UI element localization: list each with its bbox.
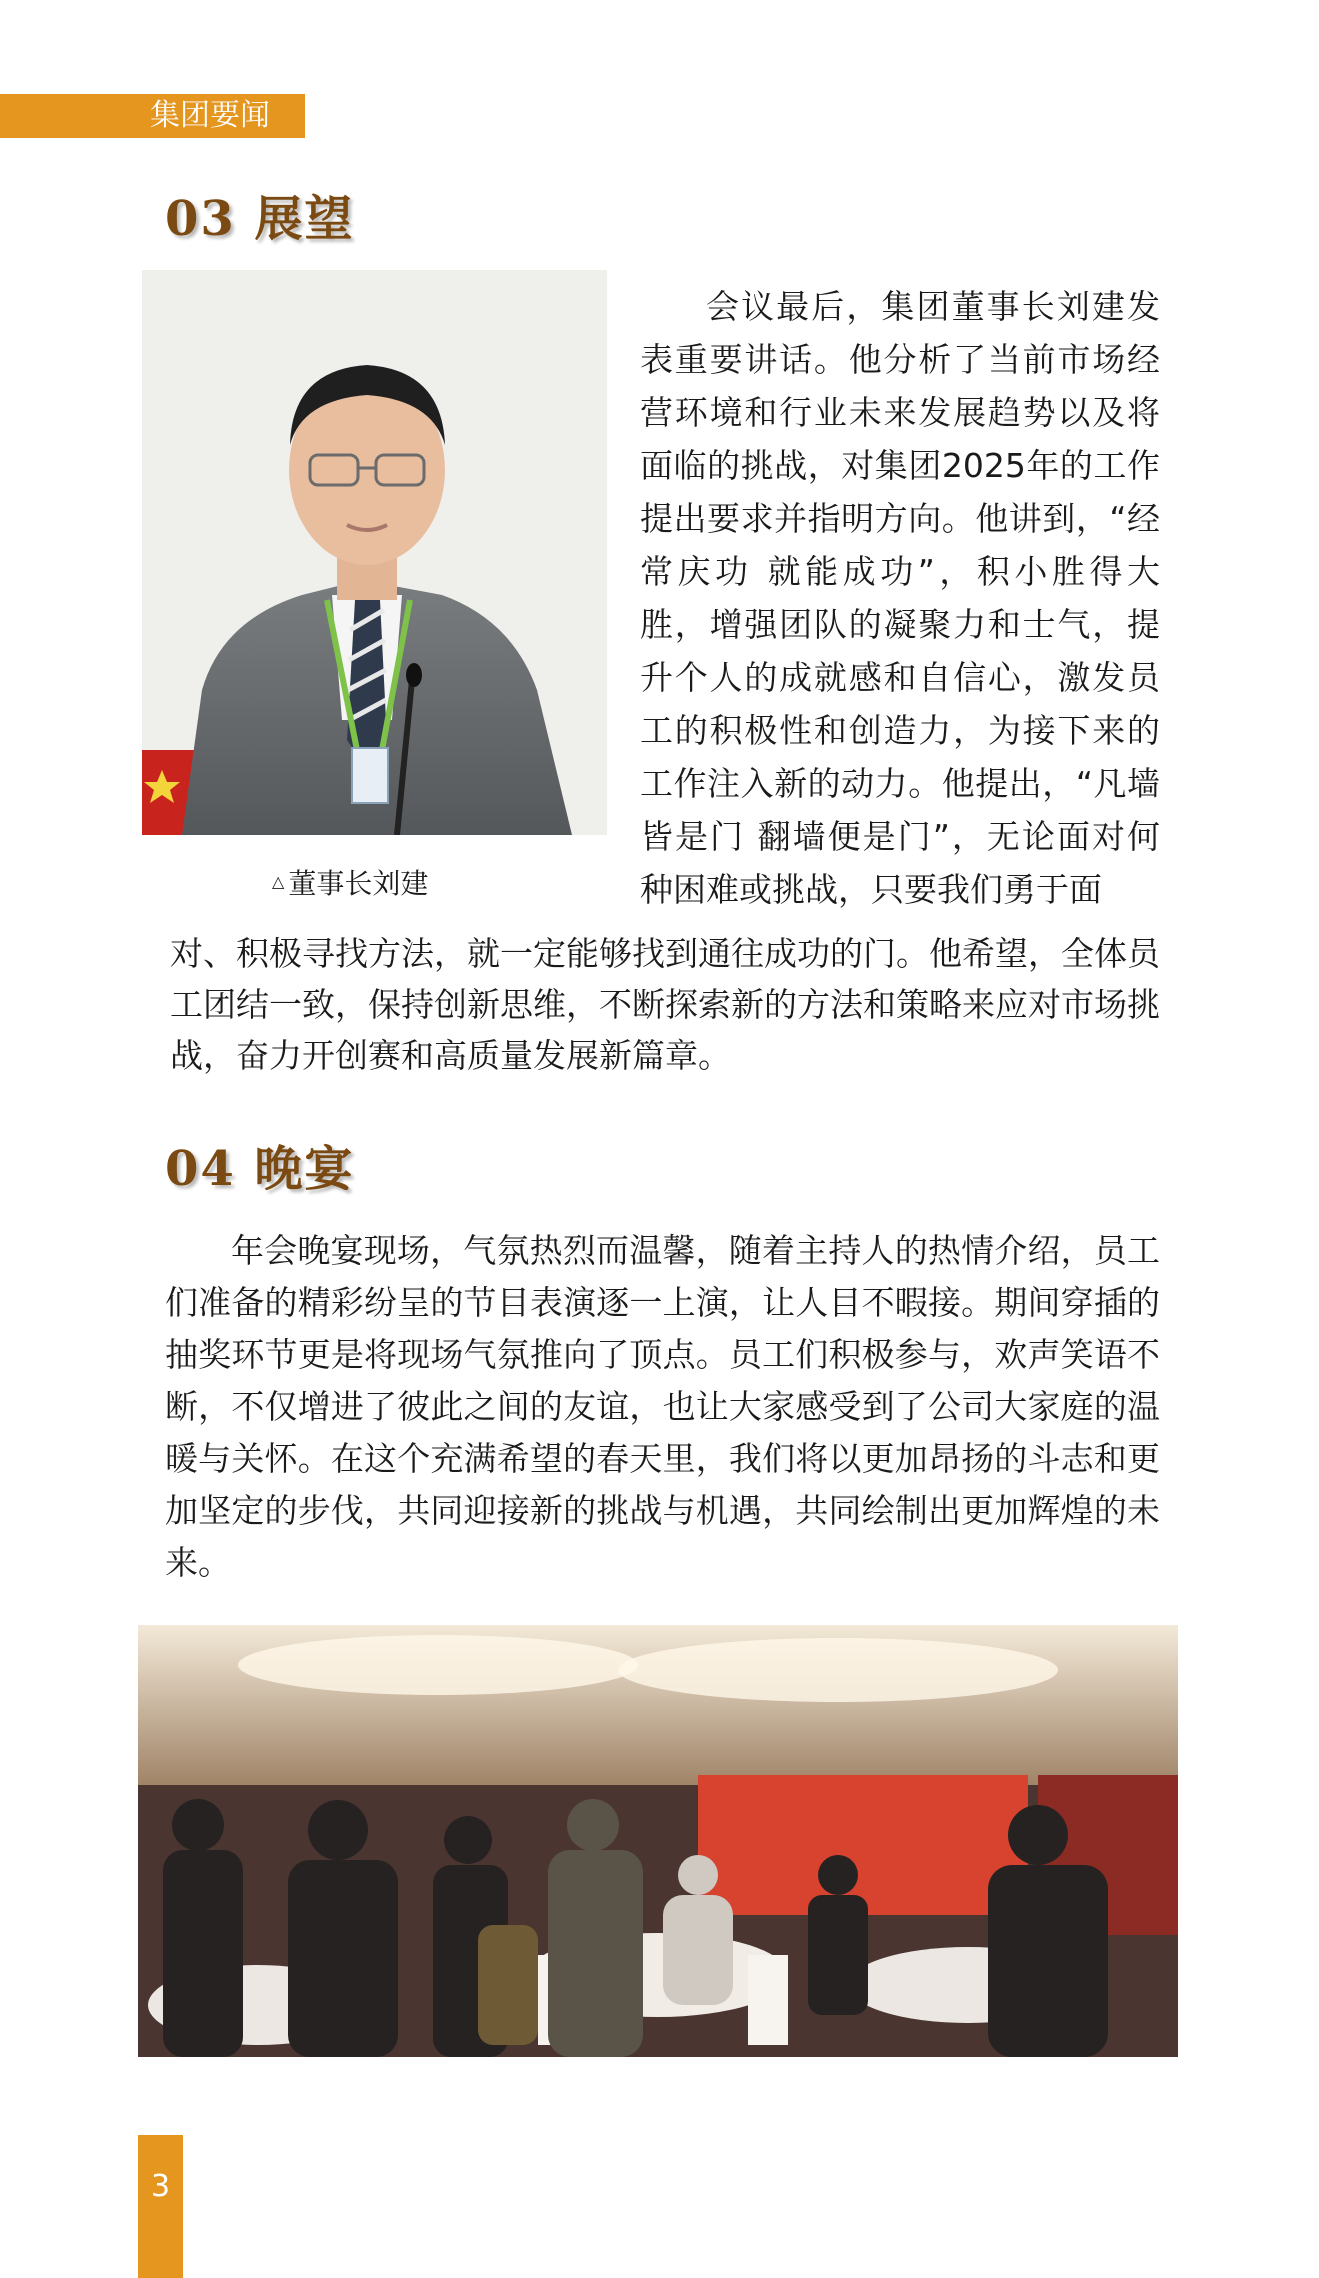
banquet-paragraph: 年会晚宴现场，气氛热烈而温馨，随着主持人的热情介绍，员工们准备的精彩纷呈的节目表演逐一上演，让人目不暇接。期间穿插的抽奖环节更是将现场气氛推向了顶点。员工们积极参与，欢声笑语不断，不仅增进了彼此之间的友谊，也让大家感受到了公司大家庭的温暖与关怀。在这个充满希望的春天里，我们将以更加昂扬的斗志和更加坚定的步伐，共同迎接新的挑战与机遇，共同绘制出更加辉煌的未来。 bbox=[165, 1231, 1160, 1582]
page-number-bar bbox=[138, 2135, 183, 2278]
banquet-photo-illustration bbox=[138, 1625, 1178, 2057]
caption-triangle-icon: △ bbox=[272, 872, 285, 891]
photo-caption-text: 董事长刘建 bbox=[288, 867, 429, 900]
chairman-speech-continued: 对、积极寻找方法，就一定能够找到通往成功的门。他希望，全体员工团结一致，保持创新思维，不断探索新的方法和策略来应对市场挑战，奋力开创赛和高质量发展新篇章。 bbox=[170, 934, 1160, 1075]
page-number: 3 bbox=[150, 2169, 171, 2204]
heading-outlook: 03 展望 bbox=[165, 191, 355, 247]
chairman-photo bbox=[142, 270, 607, 835]
chairman-photo-illustration bbox=[142, 270, 607, 835]
heading-banquet: 04 晚宴 bbox=[165, 1141, 355, 1197]
section-label: 集团要闻 bbox=[150, 98, 270, 133]
banquet-photo bbox=[138, 1625, 1178, 2057]
photo-caption bbox=[272, 862, 428, 902]
chairman-speech-paragraph: 会议最后，集团董事长刘建发表重要讲话。他分析了当前市场经营环境和行业未来发展趋势以及将面临的挑战，对集团2025年的工作提出要求并指明方向。他讲到，“经常庆功 就能成功”，积小胜得大胜，增强团队的凝聚力和士气，提升个人的成就感和自信心，激发员工的积极性和创造力，为接下来的工作注入新的动力。他提出，“凡墙皆是门 翻墙便是门”，无论面对何种困难或挑战，只要我们勇于面 bbox=[640, 287, 1160, 909]
section-tab bbox=[0, 94, 305, 138]
